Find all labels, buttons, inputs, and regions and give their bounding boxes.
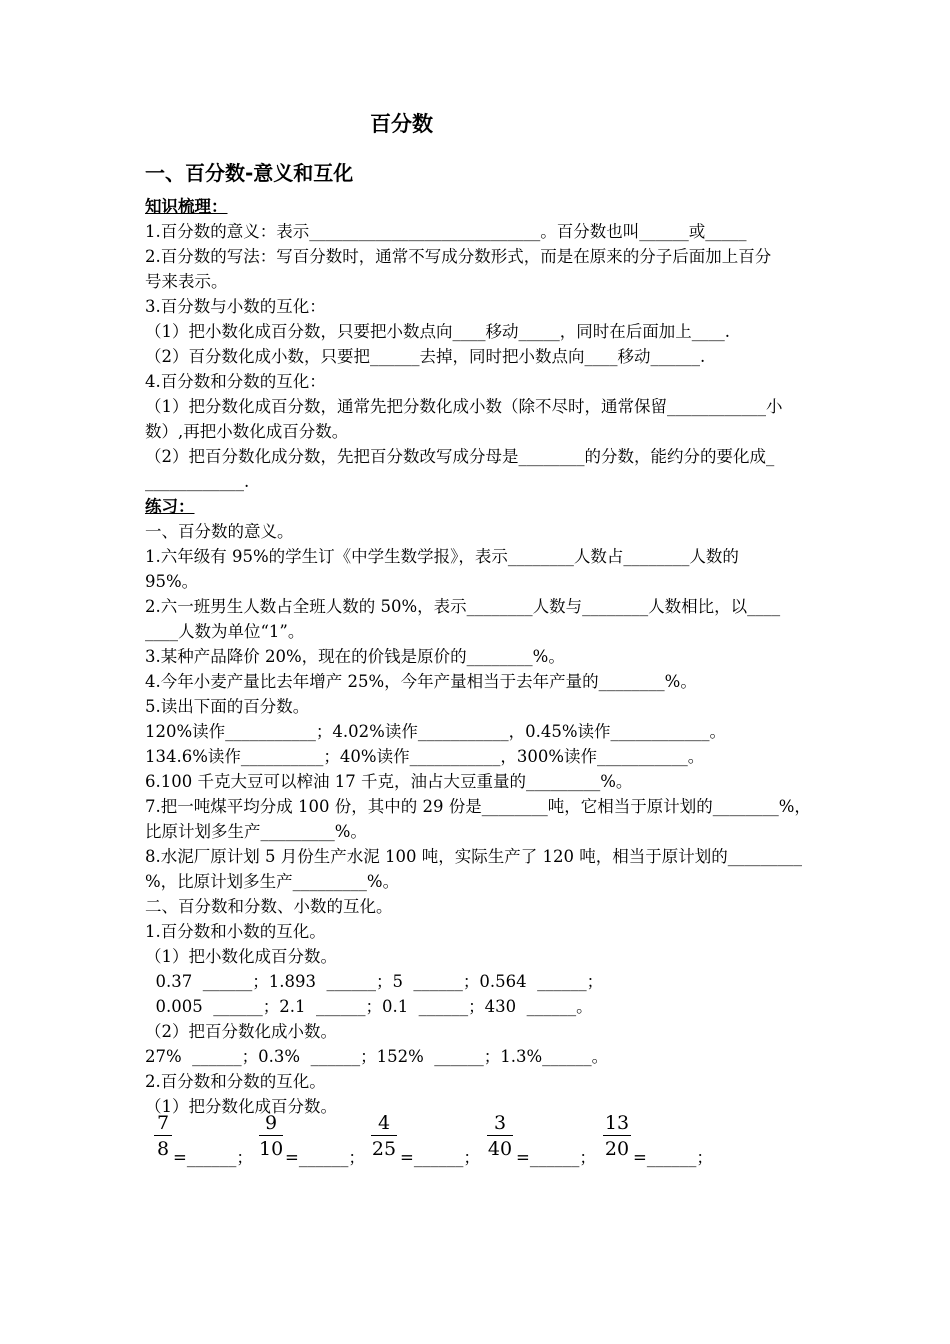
page-title: 百分数	[370, 112, 433, 136]
practice-line: 0.37 ______；1.893 ______；5 ______；0.564 ______；	[145, 972, 604, 991]
practice-line: 134.6%读作__________；40%读作___________，300%读作___________。	[145, 747, 705, 766]
practice-line: 一、百分数的意义。	[145, 522, 294, 541]
practice-line: 120%读作___________；4.02%读作___________，0.45%读作____________。	[145, 722, 727, 741]
practice-line: ____人数为单位“1”。	[145, 622, 305, 641]
knowledge-line: （2）百分数化成小数，只要把______去掉，同时把小数点向____移动______.	[145, 347, 706, 366]
practice-line: 1.百分数和小数的互化。	[145, 922, 326, 941]
fraction-answer-blank: =______；	[516, 1148, 596, 1167]
practice-line: 7.把一吨煤平均分成 100 份，其中的 29 份是________吨，它相当于原计划的________%，	[145, 797, 811, 816]
fraction-answer-blank: =______；	[173, 1148, 253, 1167]
practice-line: 2.六一班男生人数占全班人数的 50%，表示________人数与________人数相比，以____	[145, 597, 781, 616]
knowledge-line: （1）把分数化成百分数，通常先把分数化成小数（除不尽时，通常保留____________小	[145, 397, 783, 416]
knowledge-line: 4.百分数和分数的互化：	[145, 372, 326, 391]
fraction-numerator: 7	[154, 1112, 172, 1136]
practice-line: 6.100 千克大豆可以榨油 17 千克，油占大豆重量的_________%。	[145, 772, 633, 791]
fraction-denominator: 20	[604, 1138, 630, 1160]
knowledge-line: 数）,再把小数化成百分数。	[145, 422, 349, 441]
fraction-denominator: 8	[156, 1138, 170, 1160]
fraction-denominator: 40	[487, 1138, 513, 1160]
fraction-numerator: 9	[259, 1112, 283, 1136]
fraction-numerator: 3	[487, 1112, 513, 1136]
knowledge-line: 号来表示。	[145, 272, 228, 291]
practice-line: （1）把分数化成百分数。	[145, 1097, 337, 1116]
practice-line: 2.百分数和分数的互化。	[145, 1072, 326, 1091]
fraction-numerator: 13	[604, 1112, 630, 1134]
practice-line: 1.六年级有 95%的学生订《中学生数学报》，表示________人数占________人数的	[145, 547, 739, 566]
practice-line: 3.某种产品降价 20%，现在的价钱是原价的________%。	[145, 647, 565, 666]
knowledge-line: （2）把百分数化成分数，先把百分数改写成分母是________的分数，能约分的要化成_	[145, 447, 775, 466]
fraction-denominator: 10	[259, 1138, 284, 1160]
knowledge-line: 2.百分数的写法：写百分数时，通常不写成分数形式，而是在原来的分子后面加上百分	[145, 247, 772, 266]
practice-line: 8.水泥厂原计划 5 月份生产水泥 100 吨，实际生产了 120 吨，相当于原计划的_________	[145, 847, 802, 866]
practice-line: 0.005 ______；2.1 ______；0.1 ______；430 ______。	[145, 997, 593, 1016]
practice-line: 95%。	[145, 572, 199, 591]
fraction-answer-blank: =______；	[633, 1148, 713, 1167]
fraction-answer-blank: =______；	[400, 1148, 480, 1167]
fraction-numerator: 4	[371, 1112, 397, 1136]
practice-line: 4.今年小麦产量比去年增产 25%，今年产量相当于去年产量的________%。	[145, 672, 697, 691]
practice-line: 27% ______；0.3% ______；152% ______；1.3%______。	[145, 1047, 609, 1066]
section-title: 一、百分数-意义和互化	[145, 161, 354, 185]
knowledge-line: 1.百分数的意义：表示____________________________。百分数也叫______或_____	[145, 222, 747, 241]
fraction-denominator: 25	[371, 1138, 397, 1160]
practice-line: 比原计划多生产_________%。	[145, 822, 367, 841]
practice-line: %，比原计划多生产_________%。	[145, 872, 400, 891]
knowledge-line: ____________.	[145, 472, 250, 491]
practice-line: （1）把小数化成百分数。	[145, 947, 337, 966]
practice-line: 二、百分数和分数、小数的互化。	[145, 897, 393, 916]
practice-heading: 练习：	[145, 497, 195, 516]
knowledge-line: 3.百分数与小数的互化：	[145, 297, 326, 316]
fraction-answer-blank: =______；	[285, 1148, 365, 1167]
knowledge-heading: 知识梳理：	[145, 197, 228, 216]
practice-line: 5.读出下面的百分数。	[145, 697, 310, 716]
practice-line: （2）把百分数化成小数。	[145, 1022, 337, 1041]
knowledge-line: （1）把小数化成百分数，只要把小数点向____移动_____，同时在后面加上____.	[145, 322, 730, 341]
